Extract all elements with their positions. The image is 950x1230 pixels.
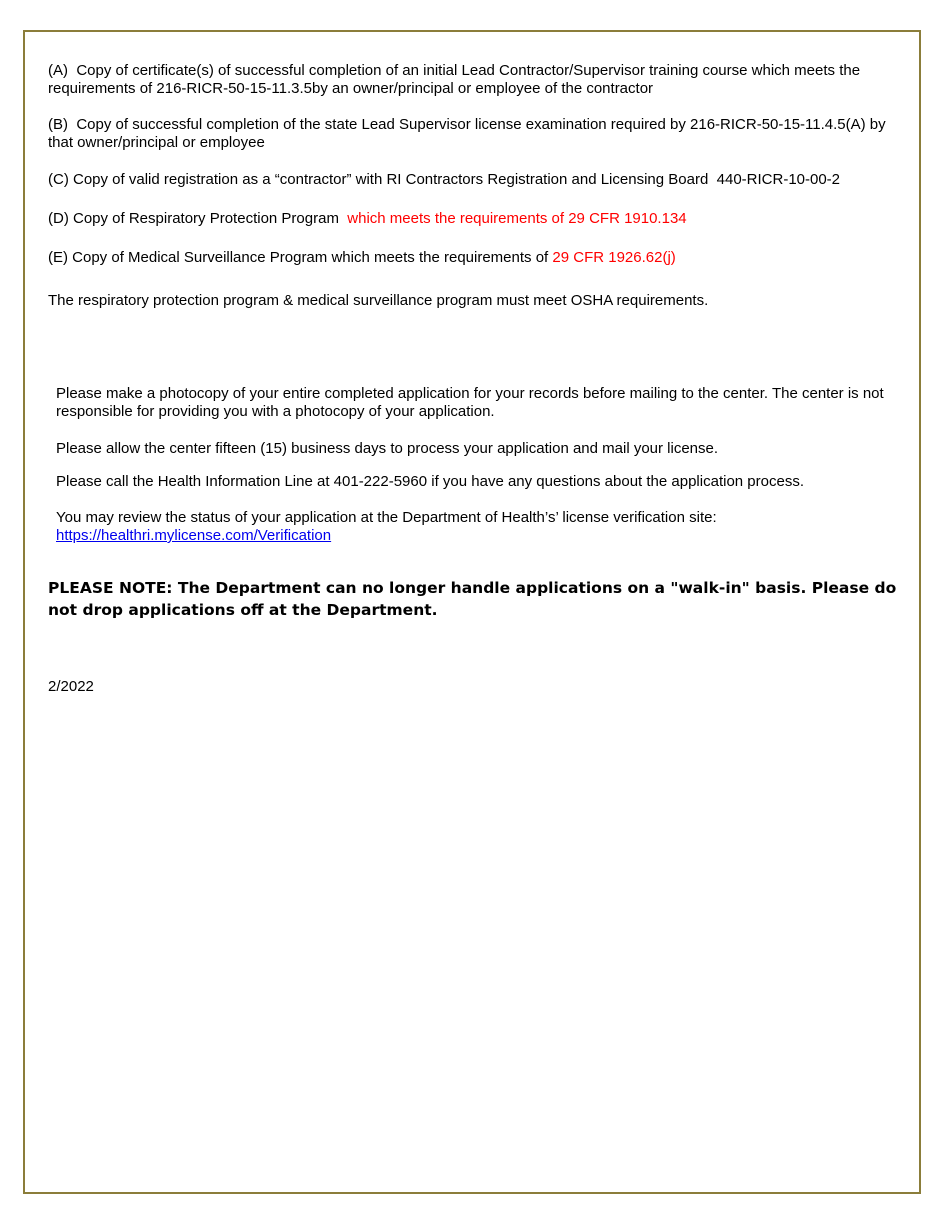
- requirement-d: [48, 210, 908, 228]
- walk-in-note: PLEASE NOTE: The Department can no longer handle applications on a "walk-in" basis. Please do not drop applications off at the Department.: [48, 579, 897, 619]
- requirement-b-label: (B): [48, 116, 68, 133]
- osha-statement: The respiratory protection program & medical surveillance program must meet OSHA requirements.: [48, 292, 709, 309]
- requirement-b-text: Copy of successful completion of the state Lead Supervisor license examination required by 216-RICR-50-15-11.4.5(A) by that owner/principal or employee: [48, 116, 886, 151]
- requirement-b: [48, 116, 908, 152]
- status-instruction: [56, 509, 901, 545]
- requirement-d-red-text: which meets the requirements of 29 CFR 1910.134: [347, 210, 687, 227]
- requirement-a-text: Copy of certificate(s) of successful completion of an initial Lead Contractor/Supervisor training course which meets the requirements of 216-RICR-50-15-11.3.5by an owner/principal or employee of the contractor: [48, 62, 861, 97]
- requirement-d-text: (D) Copy of Respiratory Protection Program: [48, 210, 339, 227]
- phone-instruction: Please call the Health Information Line at 401-222-5960 if you have any questions about the application process.: [56, 473, 804, 490]
- processing-time-instruction: Please allow the center fifteen (15) business days to process your application and mail your license.: [56, 440, 719, 457]
- requirement-c: [48, 171, 908, 189]
- requirement-a-label: (A): [48, 62, 68, 79]
- revision-date: 2/2022: [48, 678, 94, 695]
- status-text: You may review the status of your application at the Department of Health’s’ license verification site:: [56, 509, 717, 526]
- requirement-c-code: 440-RICR-10-00-2: [716, 171, 841, 188]
- requirement-e: [48, 249, 908, 267]
- photocopy-instruction: Please make a photocopy of your entire completed application for your records before mailing to the center. The center is not responsible for providing you with a photocopy of your application.: [56, 385, 884, 420]
- requirement-c-text: (C) Copy of valid registration as a “contractor” with RI Contractors Registration and Licensing Board: [48, 171, 709, 188]
- verification-link[interactable]: https://healthri.mylicense.com/Verification: [56, 527, 332, 544]
- requirement-e-text: (E) Copy of Medical Surveillance Program which meets the requirements of: [48, 249, 549, 266]
- requirement-a: [48, 62, 908, 98]
- requirement-e-red-text: 29 CFR 1926.62(j): [552, 249, 676, 266]
